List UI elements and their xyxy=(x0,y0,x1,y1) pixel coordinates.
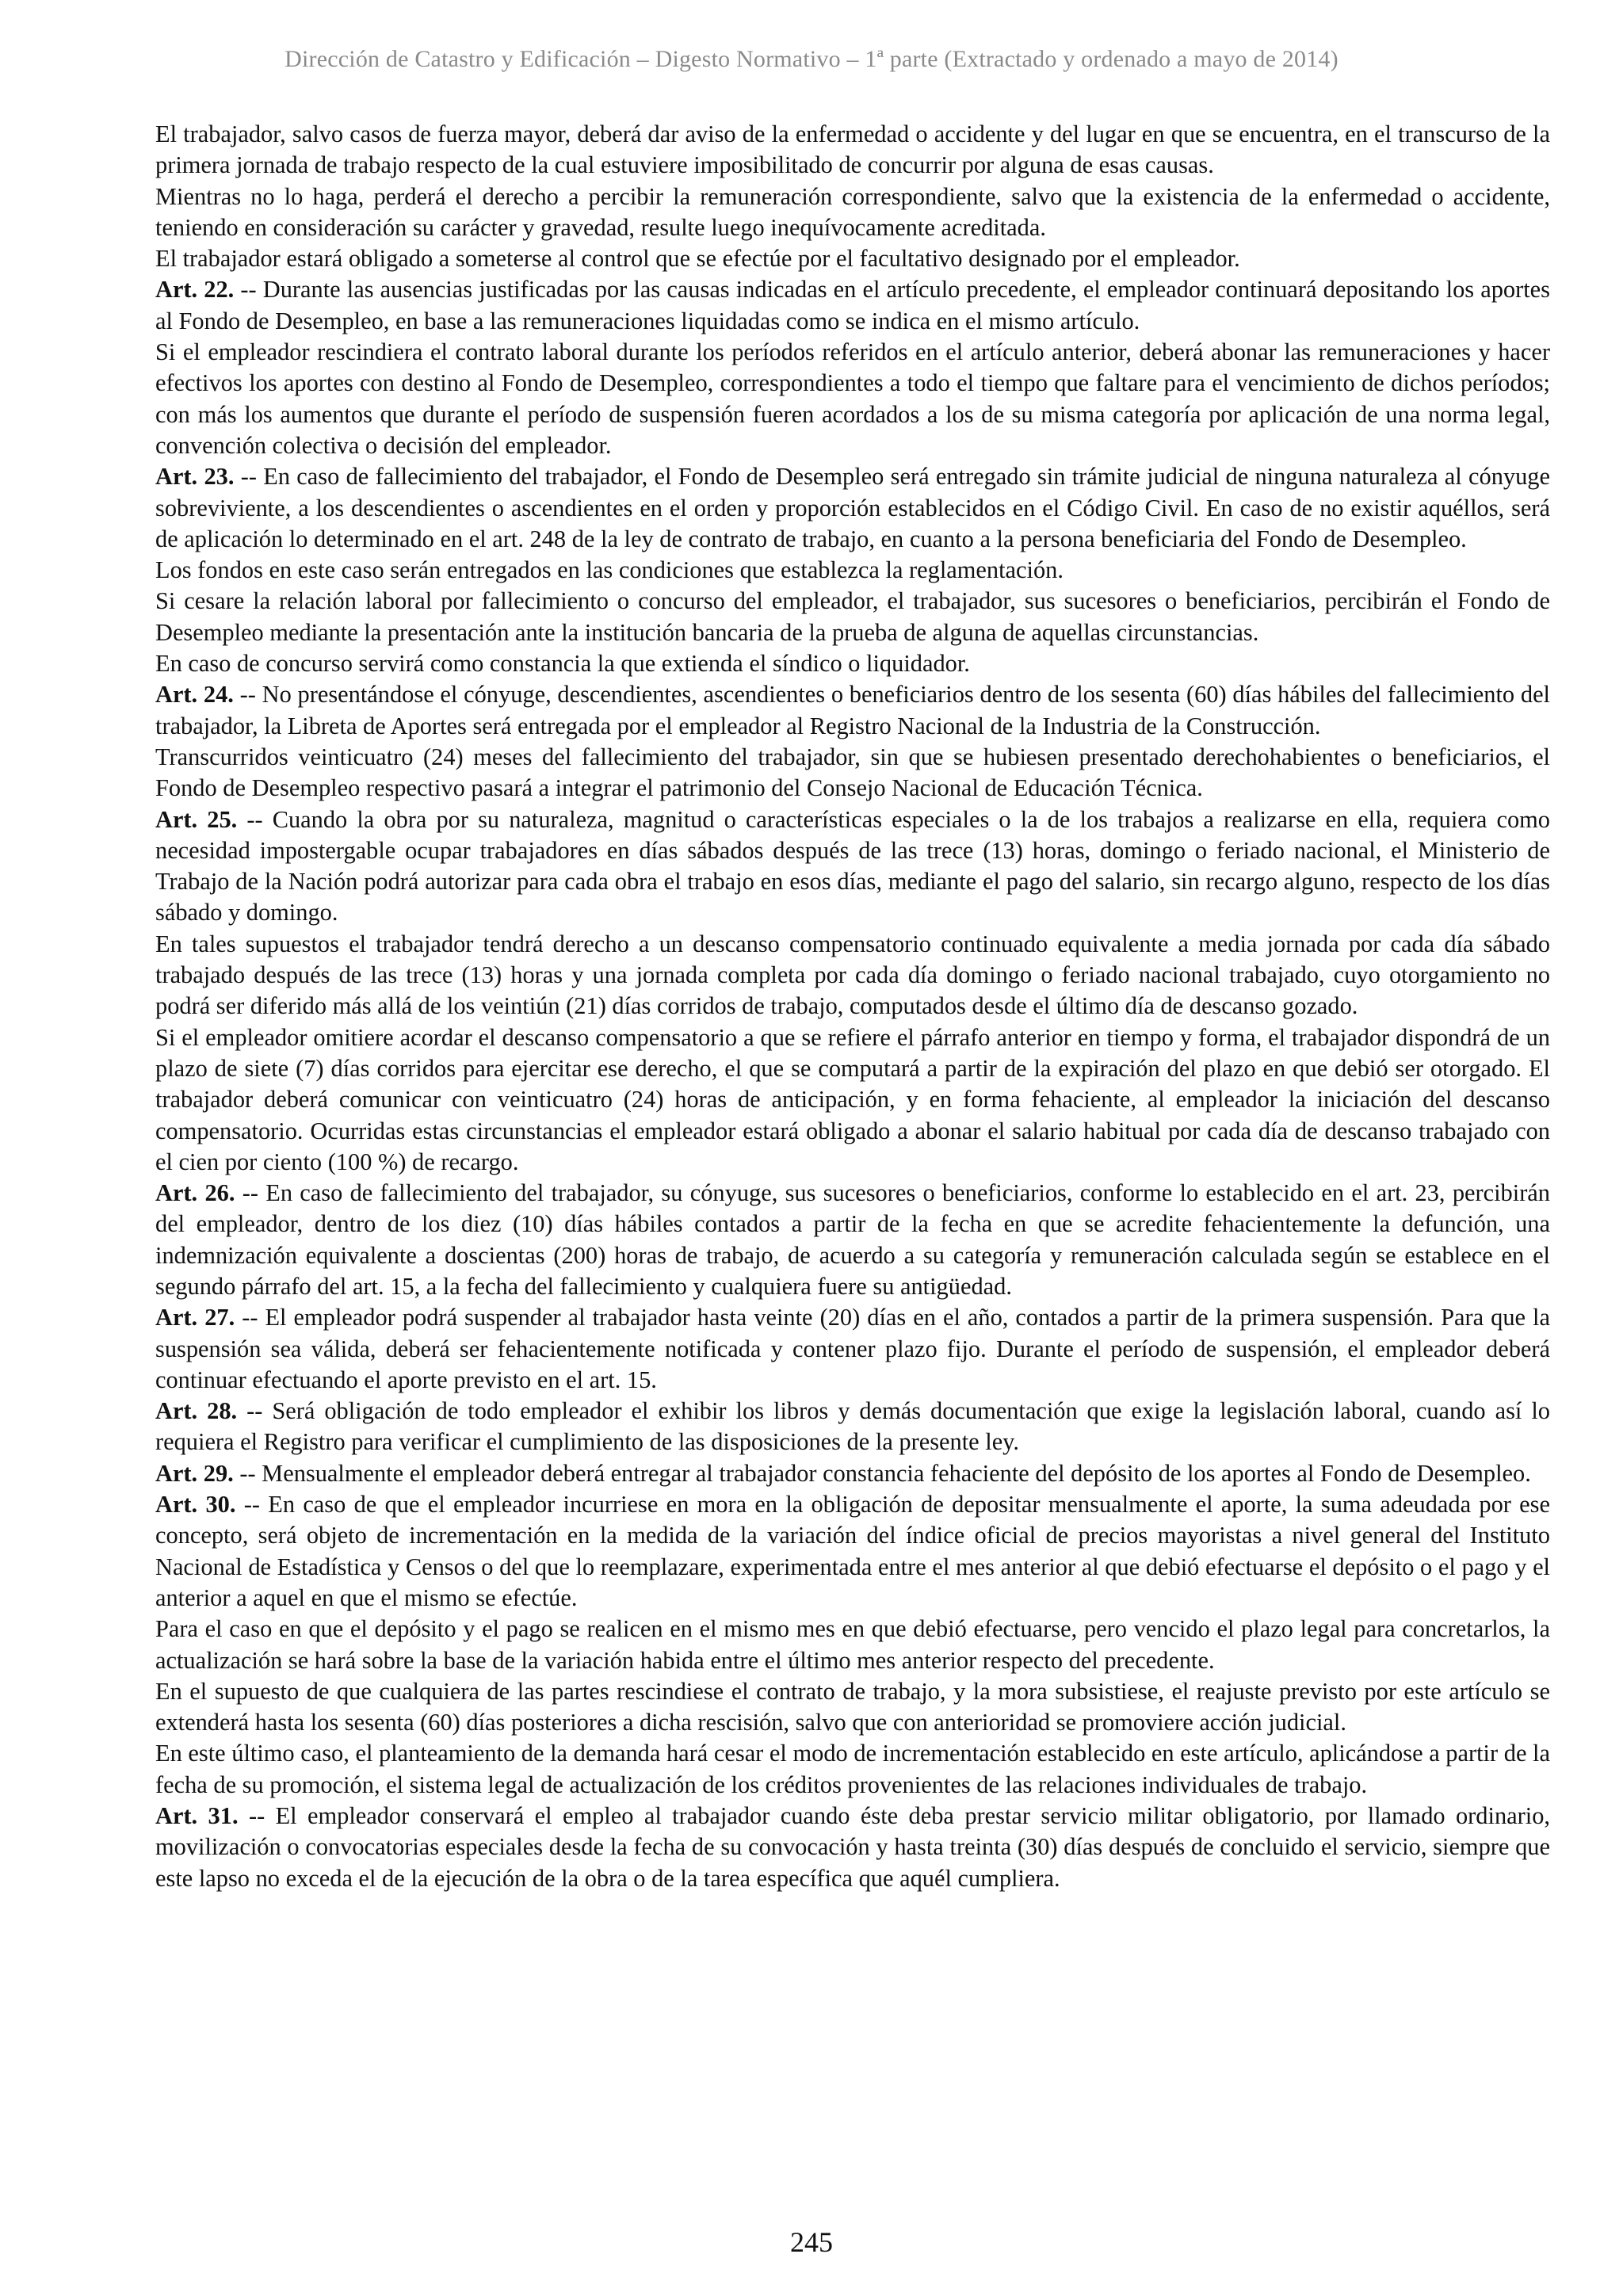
article-22 xyxy=(155,274,1550,337)
paragraph: Para el caso en que el depósito y el pago se realicen en el mismo mes en que debió efectuarse, pero vencido el plazo legal para concretarlos, la actualización se hará sobre la base de la variación habida entre el último mes anterior respecto del precedente. xyxy=(155,1615,1550,1674)
article-27 xyxy=(155,1302,1550,1396)
article-text: -- En caso de fallecimiento del trabajador, su cónyuge, sus sucesores o beneficiarios, conforme lo establecido en el art. 23, percibirán del empleador, dentro de los diez (10) días hábiles contados a partir de la fecha en que se acredite fehacientemente la defunción, una indemnización equivalente a doscientas (200) horas de trabajo, de acuerdo a su categoría y remuneración calculada según se establece en el segundo párrafo del art. 15, a la fecha del fallecimiento y cualquiera fuere su antigüedad. xyxy=(155,1179,1550,1300)
paragraph: El trabajador estará obligado a someterse al control que se efectúe por el facultativo designado por el empleador. xyxy=(155,245,1240,273)
paragraph: El trabajador, salvo casos de fuerza mayor, deberá dar aviso de la enfermedad o accidente y del lugar en que se encuentra, en el transcurso de la primera jornada de trabajo respecto de la cual estuviere imposibilitado de concurrir por alguna de esas causas. xyxy=(155,120,1550,179)
article-24 xyxy=(155,679,1550,742)
article-number: Art. 24. xyxy=(155,681,234,709)
running-header: Dirección de Catastro y Edificación – Digesto Normativo – 1ª parte (Extractado y ordenado a mayo de 2014) xyxy=(285,46,1338,72)
article-text: -- Mensualmente el empleador deberá entregar al trabajador constancia fehaciente del depósito de los aportes al Fondo de Desempleo. xyxy=(233,1459,1531,1487)
paragraph: Si el empleador omitiere acordar el descanso compensatorio a que se refiere el párrafo anterior en tiempo y forma, el trabajador dispondrá de un plazo de siete (7) días corridos para ejercitar ese derecho, el que se computará a partir de la expiración del plazo en que debió ser otorgado. El trabajador deberá comunicar con veinticuatro (24) horas de anticipación, y en forma fehaciente, al empleador la iniciación del descanso compensatorio. Ocurridas estas circunstancias el empleador estará obligado a abonar el salario habitual por cada día de descanso trabajado con el cien por ciento (100 %) de recargo. xyxy=(155,1023,1550,1175)
article-26 xyxy=(155,1178,1550,1302)
article-text: -- En caso de fallecimiento del trabajador, el Fondo de Desempleo será entregado sin trámite judicial de ninguna naturaleza al cónyuge sobreviviente, a los descendientes o ascendientes en el orden y proporción establecidos en el Código Civil. En caso de no existir aquéllos, será de aplicación lo determinado en el art. 248 de la ley de contrato de trabajo, en cuanto a la persona beneficiaria del Fondo de Desempleo. xyxy=(155,463,1550,552)
paragraph: En caso de concurso servirá como constancia la que extienda el síndico o liquidador. xyxy=(155,650,970,678)
article-text: -- En caso de que el empleador incurriese en mora en la obligación de depositar mensualmente el aporte, la suma adeudada por ese concepto, será objeto de incrementación en la medida de la variación del índice oficial de precios mayoristas a nivel general del Instituto Nacional de Estadística y Censos o del que lo reemplazare, experimentada entre el mes anterior al que debió efectuarse el depósito o el pago y el anterior a aquel en que el mismo se efectúe. xyxy=(155,1491,1550,1611)
article-29 xyxy=(155,1458,1550,1489)
article-number: Art. 22. xyxy=(155,276,235,304)
article-31 xyxy=(155,1801,1550,1894)
article-number: Art. 31. xyxy=(155,1802,239,1830)
article-23 xyxy=(155,461,1550,555)
article-28 xyxy=(155,1396,1550,1458)
article-text: -- Cuando la obra por su naturaleza, magnitud o características especiales o la de los trabajos a realizarse en ella, requiera como necesidad impostergable ocupar trabajadores en días sábados después de las trece (13) horas, domingo o feriado nacional, el Ministerio de Trabajo de la Nación podrá autorizar para cada obra el trabajo en esos días, mediante el pago del salario, sin recargo alguno, respecto de los días sábado y domingo. xyxy=(155,805,1550,926)
article-text: -- No presentándose el cónyuge, descendientes, ascendientes o beneficiarios dentro de los sesenta (60) días hábiles del fallecimiento del trabajador, la Libreta de Aportes será entregada por el empleador al Registro Nacional de la Industria de la Construcción. xyxy=(155,681,1551,739)
paragraph: En el supuesto de que cualquiera de las partes rescindiese el contrato de trabajo, y la mora subsistiese, el reajuste previsto por este artículo se extenderá hasta los sesenta (60) días posteriores a dicha rescisión, salvo que con anterioridad se promoviere acción judicial. xyxy=(155,1677,1550,1736)
article-text: -- Será obligación de todo empleador el exhibir los libros y demás documentación que exige la legislación laboral, cuando así lo requiera el Registro para verificar el cumplimiento de las disposiciones de la presente ley. xyxy=(155,1397,1550,1456)
article-number: Art. 28. xyxy=(155,1397,238,1425)
article-number: Art. 29. xyxy=(155,1459,234,1487)
paragraph: Mientras no lo haga, perderá el derecho a percibir la remuneración correspondiente, salvo que la existencia de la enfermedad o accidente, teniendo en consideración su carácter y gravedad, resulte luego inequívocamente acreditada. xyxy=(155,182,1550,241)
article-text: -- Durante las ausencias justificadas por las causas indicadas en el artículo precedente, el empleador continuará depositando los aportes al Fondo de Desempleo, en base a las remuneraciones liquidadas como se indica en el mismo artículo. xyxy=(155,276,1550,334)
article-number: Art. 27. xyxy=(155,1304,235,1331)
paragraph: Los fondos en este caso serán entregados en las condiciones que establezca la reglamentación. xyxy=(155,556,1064,584)
paragraph: En tales supuestos el trabajador tendrá derecho a un descanso compensatorio continuado equivalente a media jornada por cada día sábado trabajado después de las trece (13) horas y una jornada completa por cada día domingo o feriado nacional trabajado, cuyo otorgamiento no podrá ser diferido más allá de los veintiún (21) días corridos de trabajo, computados desde el último día de descanso gozado. xyxy=(155,930,1550,1020)
article-25 xyxy=(155,804,1550,929)
article-number: Art. 23. xyxy=(155,463,235,491)
paragraph: Si cesare la relación laboral por fallecimiento o concurso del empleador, el trabajador, sus sucesores o beneficiarios, percibirán el Fondo de Desempleo mediante la presentación ante la institución bancaria de la prueba de alguna de aquellas circunstancias. xyxy=(155,587,1550,646)
paragraph: Transcurridos veinticuatro (24) meses del fallecimiento del trabajador, sin que se hubiesen presentado derechohabientes o beneficiarios, el Fondo de Desempleo respectivo pasará a integrar el patrimonio del Consejo Nacional de Educación Técnica. xyxy=(155,743,1550,802)
article-number: Art. 26. xyxy=(155,1179,235,1207)
article-30 xyxy=(155,1489,1550,1614)
article-number: Art. 30. xyxy=(155,1491,236,1519)
article-number: Art. 25. xyxy=(155,805,238,833)
article-text: -- El empleador conservará el empleo al trabajador cuando éste deba prestar servicio militar obligatorio, por llamado ordinario, movilización o convocatorias especiales desde la fecha de su convocación y hasta treinta (30) días después de concluido el servicio, siempre que este lapso no exceda el de la ejecución de la obra o de la tarea específica que aquél cumpliera. xyxy=(155,1802,1550,1892)
paragraph: Si el empleador rescindiera el contrato laboral durante los períodos referidos en el artículo anterior, deberá abonar las remuneraciones y hacer efectivos los aportes con destino al Fondo de Desempleo, correspondientes a todo el tiempo que faltare para el vencimiento de dichos períodos; con más los aumentos que durante el período de suspensión fueren acordados a los de su misma categoría por aplicación de una norma legal, convención colectiva o decisión del empleador. xyxy=(155,338,1550,459)
article-text: -- El empleador podrá suspender al trabajador hasta veinte (20) días en el año, contados a partir de la primera suspensión. Para que la suspensión sea válida, deberá ser fehacientemente notificada y contener plazo fijo. Durante el período de suspensión, el empleador deberá continuar efectuando el aporte previsto en el art. 15. xyxy=(155,1304,1550,1393)
page-number: 245 xyxy=(790,2226,833,2258)
paragraph: En este último caso, el planteamiento de la demanda hará cesar el modo de incrementación establecido en este artículo, aplicándose a partir de la fecha de su promoción, el sistema legal de actualización de los créditos provenientes de las relaciones individuales de trabajo. xyxy=(155,1740,1550,1798)
document-body xyxy=(155,119,1550,1894)
